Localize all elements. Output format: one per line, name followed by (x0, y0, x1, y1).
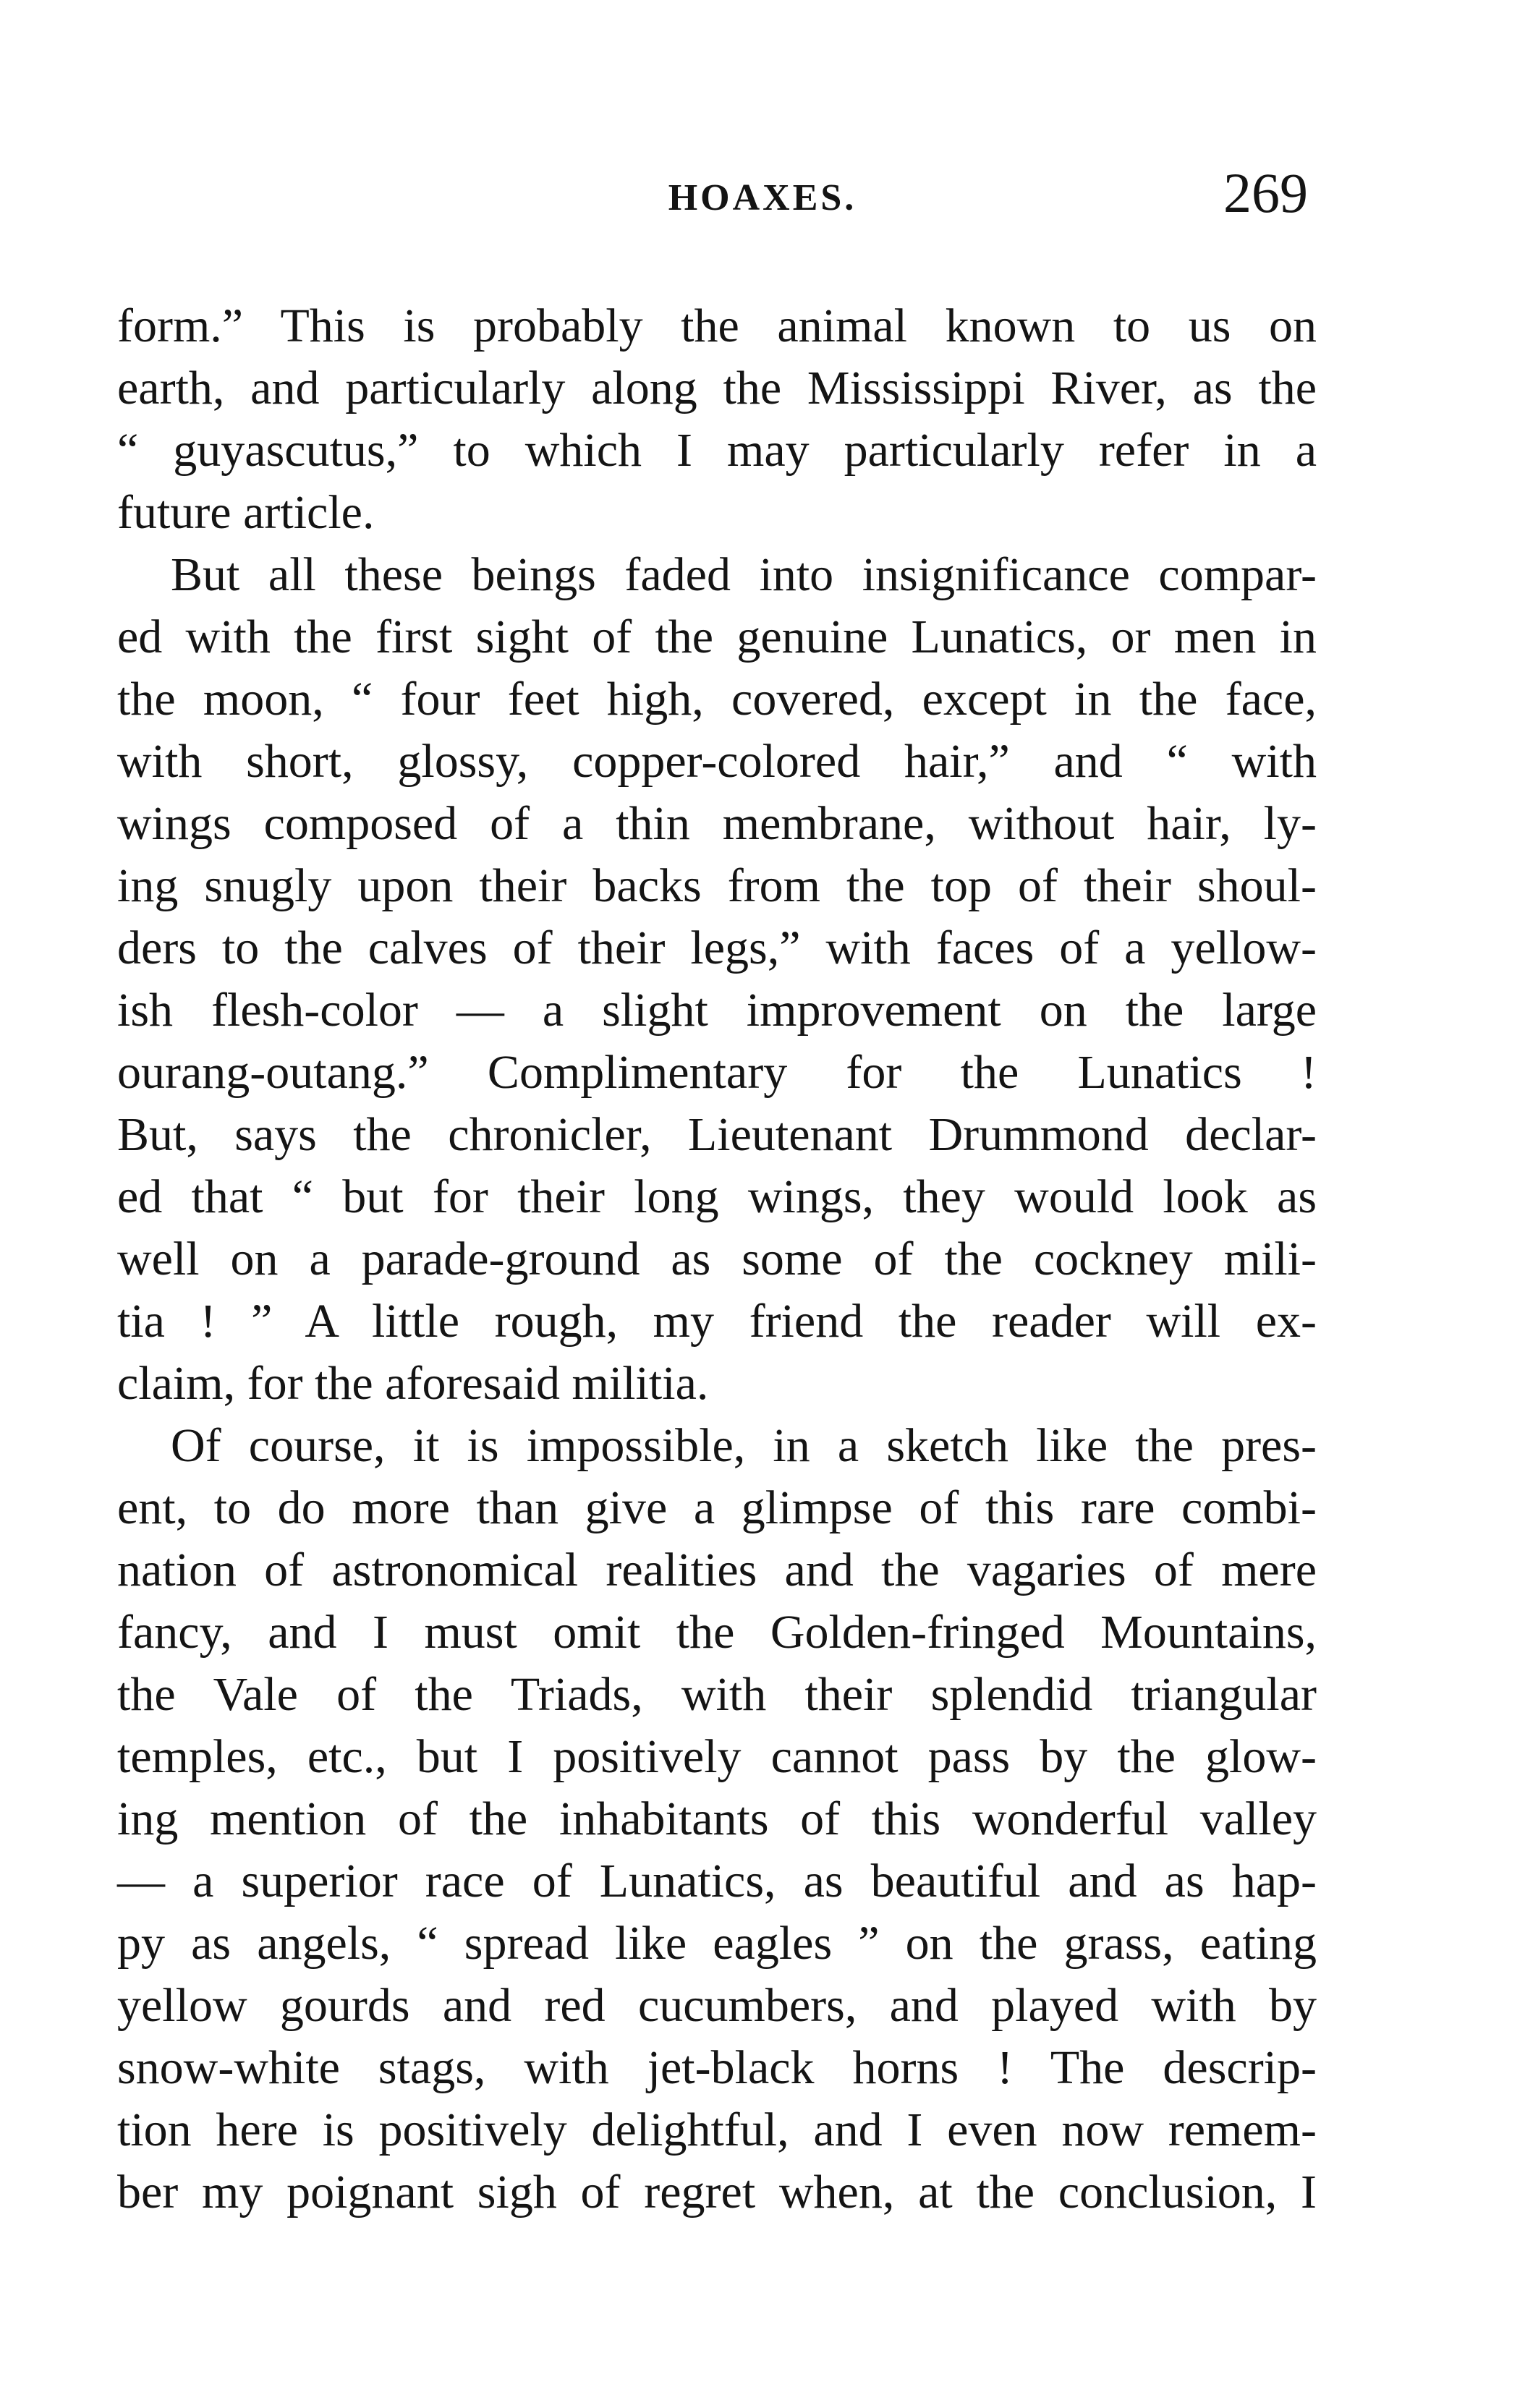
text-line: earth, and particularly along the Mississippi River, as the (117, 362, 1317, 414)
text-line: tion here is positively delightful, and I even now remem- (117, 2103, 1317, 2156)
text-line: snow-white stags, with jet-black horns ! The descrip- (117, 2041, 1317, 2094)
text-line: ing mention of the inhabitants of this wonderful valley (117, 1792, 1317, 1845)
text-line: claim, for the aforesaid militia. (117, 1357, 709, 1410)
text-line: ber my poignant sigh of regret when, at the conclusion, I (117, 2166, 1317, 2218)
running-header: HOAXES. (668, 177, 857, 218)
text-line: the moon, “ four feet high, covered, except in the face, (117, 673, 1317, 726)
text-line: But all these beings faded into insignificance compar- (171, 548, 1317, 601)
text-line: ourang-outang.” Complimentary for the Lunatics ! (117, 1046, 1317, 1099)
text-line: wings composed of a thin membrane, without hair, ly- (117, 797, 1317, 850)
text-line: But, says the chronicler, Lieutenant Drummond declar- (117, 1108, 1317, 1161)
page-number: 269 (1223, 161, 1308, 224)
text-line: future article. (117, 486, 375, 539)
text-line: Of course, it is impossible, in a sketch like the pres- (171, 1419, 1317, 1472)
text-line: yellow gourds and red cucumbers, and played with by (117, 1979, 1317, 2032)
text-line: ed with the first sight of the genuine Lunatics, or men in (117, 610, 1317, 663)
text-line: temples, etc., but I positively cannot pass by the glow- (117, 1730, 1317, 1783)
text-line: ish flesh-color — a slight improvement on the large (117, 984, 1317, 1037)
text-line: ent, to do more than give a glimpse of this rare combi- (117, 1481, 1317, 1534)
text-line: fancy, and I must omit the Golden-fringed Mountains, (117, 1606, 1317, 1659)
text-line: “ guyascutus,” to which I may particularly refer in a (117, 424, 1317, 477)
text-line: py as angels, “ spread like eagles ” on the grass, eating (117, 1917, 1317, 1970)
text-line: tia ! ” A little rough, my friend the reader will ex- (117, 1295, 1317, 1348)
text-line: — a superior race of Lunatics, as beautiful and as hap- (117, 1855, 1317, 1907)
text-line: ing snugly upon their backs from the top of their shoul- (117, 859, 1317, 912)
text-line: well on a parade-ground as some of the cockney mili- (117, 1233, 1317, 1285)
text-line: ed that “ but for their long wings, they would look as (117, 1170, 1317, 1223)
text-line: nation of astronomical realities and the vagaries of mere (117, 1544, 1317, 1596)
text-line: with short, glossy, copper-colored hair,” and “ with (117, 735, 1317, 788)
text-line: form.” This is probably the animal known to us on (117, 299, 1317, 352)
text-line: the Vale of the Triads, with their splendid triangular (117, 1668, 1317, 1721)
text-line: ders to the calves of their legs,” with faces of a yellow- (117, 922, 1317, 974)
